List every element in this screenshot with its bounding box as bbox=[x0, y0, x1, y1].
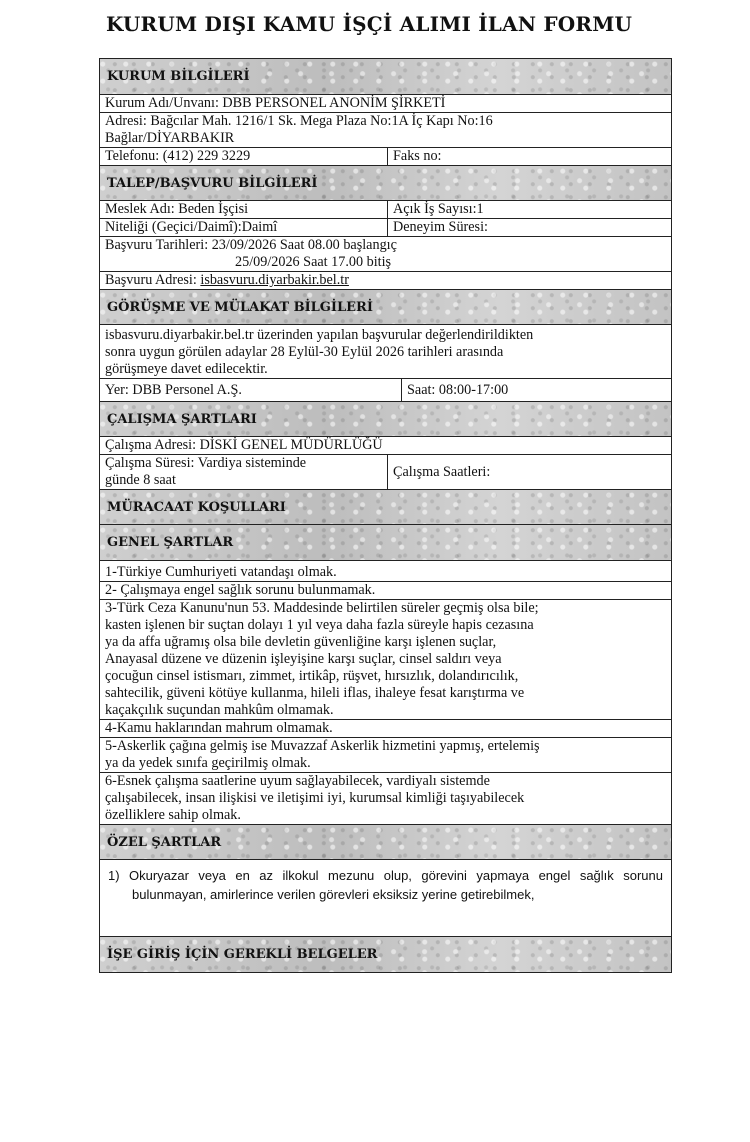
calisma-saatleri: Çalışma Saatleri: bbox=[393, 463, 491, 480]
genel-item-2-text: 2- Çalışmaya engel sağlık sorunu bulunmamak. bbox=[105, 582, 376, 598]
basvuru-tarih-line2: 25/09/2026 Saat 17.00 bitiş bbox=[235, 254, 392, 270]
genel-item-2 bbox=[100, 582, 671, 600]
gorusme-aciklama-row bbox=[100, 325, 671, 379]
kurum-adres-row bbox=[100, 113, 671, 148]
genel-item-3-line1: 3-Türk Ceza Kanunu'nun 53. Maddesinde belirtilen süreler geçmiş olsa bile; bbox=[105, 600, 539, 616]
kurum-adres bbox=[100, 113, 671, 147]
ozel-item-1-text: 1) Okuryazar veya en az ilkokul mezunu olup, görevini yapmaya engel sağlık sorunu bulunmayan, amirlerince verilen görevleri eksiksiz yerine getirebilmek, bbox=[108, 868, 663, 902]
genel-item-6-line2: çalışabilecek, insan ilişkisi ve iletişimi iyi, kurumsal kimliği taşıyabilecek bbox=[105, 790, 525, 806]
calisma-suresi bbox=[100, 455, 388, 489]
genel-item-3-line7: kaçakçılık suçundan mahkûm olmamak. bbox=[105, 702, 334, 718]
calisma-sure-line2: günde 8 saat bbox=[105, 472, 176, 488]
genel-item-3-line2: kasten işlenen bir suçtan dolayı 1 yıl veya daha fazla süreyle hapis cezasına bbox=[105, 617, 534, 633]
calisma-adres-row bbox=[100, 437, 671, 455]
kurum-adi: Kurum Adı/Unvanı: DBB PERSONEL ANONİM ŞİRKETİ bbox=[105, 95, 446, 111]
genel-item-4 bbox=[100, 720, 671, 738]
announcement-form bbox=[99, 58, 672, 973]
acik-is-sayisi: Açık İş Sayısı:1 bbox=[393, 201, 484, 217]
kurum-adres-line1: Adresi: Bağcılar Mah. 1216/1 Sk. Mega Plaza No:1A İç Kapı No:16 bbox=[105, 113, 493, 129]
genel-item-4-text: 4-Kamu haklarından mahrum olmamak. bbox=[105, 720, 333, 736]
kurum-telefon-row bbox=[100, 148, 671, 165]
basvuru-tarihleri bbox=[100, 237, 671, 271]
gorusme-saat: Saat: 08:00-17:00 bbox=[407, 381, 509, 398]
section-header-talep: TALEP/BAŞVURU BİLGİLERİ bbox=[100, 165, 671, 201]
form-title: KURUM DIŞI KAMU İŞÇİ ALIMI İLAN FORMU bbox=[106, 12, 633, 36]
calisma-sure-row bbox=[100, 455, 671, 489]
genel-item-5-line2: ya da yedek sınıfa geçirilmiş olmak. bbox=[105, 755, 311, 771]
genel-item-3-text bbox=[100, 600, 671, 719]
kurum-telefon: Telefonu: (412) 229 3229 bbox=[100, 148, 388, 165]
section-header-ozel: ÖZEL ŞARTLAR bbox=[100, 824, 671, 860]
genel-item-6-line3: özelliklere sahip olmak. bbox=[105, 807, 241, 823]
kurum-faks: Faks no: bbox=[393, 148, 442, 164]
gorusme-line1: isbasvuru.diyarbakir.bel.tr üzerinden yapılan başvurular değerlendirildikten bbox=[105, 327, 534, 343]
section-header-genel: GENEL ŞARTLAR bbox=[100, 525, 671, 561]
genel-item-3-line3: ya da affa uğramış olsa bile devletin güvenliğine karşı işlenen suçlar, bbox=[105, 634, 497, 650]
meslek-adi: Meslek Adı: Beden İşçisi bbox=[100, 201, 388, 218]
calisma-adresi: Çalışma Adresi: DİSKİ GENEL MÜDÜRLÜĞÜ bbox=[105, 437, 383, 453]
gorusme-line3: görüşmeye davet edilecektir. bbox=[105, 361, 268, 377]
gorusme-yer-row bbox=[100, 379, 671, 401]
section-header-gorusme: GÖRÜŞME VE MÜLAKAT BİLGİLERİ bbox=[100, 289, 671, 325]
basvuru-tarih-line1: Başvuru Tarihleri: 23/09/2026 Saat 08.00 başlangıç bbox=[105, 237, 397, 253]
basvuru-adres-label: Başvuru Adresi: bbox=[105, 272, 201, 288]
talep-meslek-row bbox=[100, 201, 671, 219]
gorusme-aciklama bbox=[100, 325, 671, 378]
genel-item-6 bbox=[100, 773, 671, 824]
section-header-calisma: ÇALIŞMA ŞARTLARI bbox=[100, 401, 671, 437]
section-header-kurum: KURUM BİLGİLERİ bbox=[100, 59, 671, 95]
kurum-adi-row bbox=[100, 95, 671, 113]
gorusme-yer: Yer: DBB Personel A.Ş. bbox=[100, 379, 402, 401]
genel-item-6-text bbox=[100, 773, 671, 824]
genel-item-3-line6: sahtecilik, güveni kötüye kullanma, hileli iflas, ihaleye fesat karıştırma ve bbox=[105, 685, 525, 701]
calisma-sure-line1: Çalışma Süresi: Vardiya sisteminde bbox=[105, 455, 307, 471]
section-header-ise-giris: İŞE GİRİŞ İÇİN GEREKLİ BELGELER bbox=[100, 936, 671, 972]
genel-item-5-line1: 5-Askerlik çağına gelmiş ise Muvazzaf Askerlik hizmetini yapmış, ertelemiş bbox=[105, 738, 540, 754]
genel-item-6-line1: 6-Esnek çalışma saatlerine uyum sağlayabilecek, vardiyalı sistemde bbox=[105, 773, 490, 789]
basvuru-adresi bbox=[100, 272, 671, 289]
genel-item-3-line5: çocuğun cinsel istismarı, zimmet, irtikâp, rüşvet, hırsızlık, dolandırıcılık, bbox=[105, 668, 519, 684]
genel-item-3-line4: Anayasal düzene ve düzenin işleyişine karşı suçlar, cinsel saldırı veya bbox=[105, 651, 502, 667]
section-header-muracaat: MÜRACAAT KOŞULLARI bbox=[100, 489, 671, 525]
talep-adres-row bbox=[100, 272, 671, 289]
genel-item-1-text: 1-Türkiye Cumhuriyeti vatandaşı olmak. bbox=[105, 564, 337, 580]
genel-item-1 bbox=[100, 561, 671, 582]
genel-item-5-text bbox=[100, 738, 671, 772]
deneyim-suresi: Deneyim Süresi: bbox=[393, 219, 488, 235]
ozel-item-1 bbox=[100, 860, 671, 936]
genel-item-3 bbox=[100, 600, 671, 720]
basvuru-adres-link[interactable]: isbasvuru.diyarbakir.bel.tr bbox=[200, 272, 349, 288]
kurum-adres-line2: Bağlar/DİYARBAKIR bbox=[105, 130, 235, 146]
talep-nitelik-row bbox=[100, 219, 671, 237]
gorusme-line2: sonra uygun görülen adaylar 28 Eylül-30 Eylül 2026 tarihleri arasında bbox=[105, 344, 504, 360]
genel-item-5 bbox=[100, 738, 671, 773]
niteligi: Niteliği (Geçici/Daimî):Daimî bbox=[100, 219, 388, 236]
talep-tarih-row bbox=[100, 237, 671, 272]
